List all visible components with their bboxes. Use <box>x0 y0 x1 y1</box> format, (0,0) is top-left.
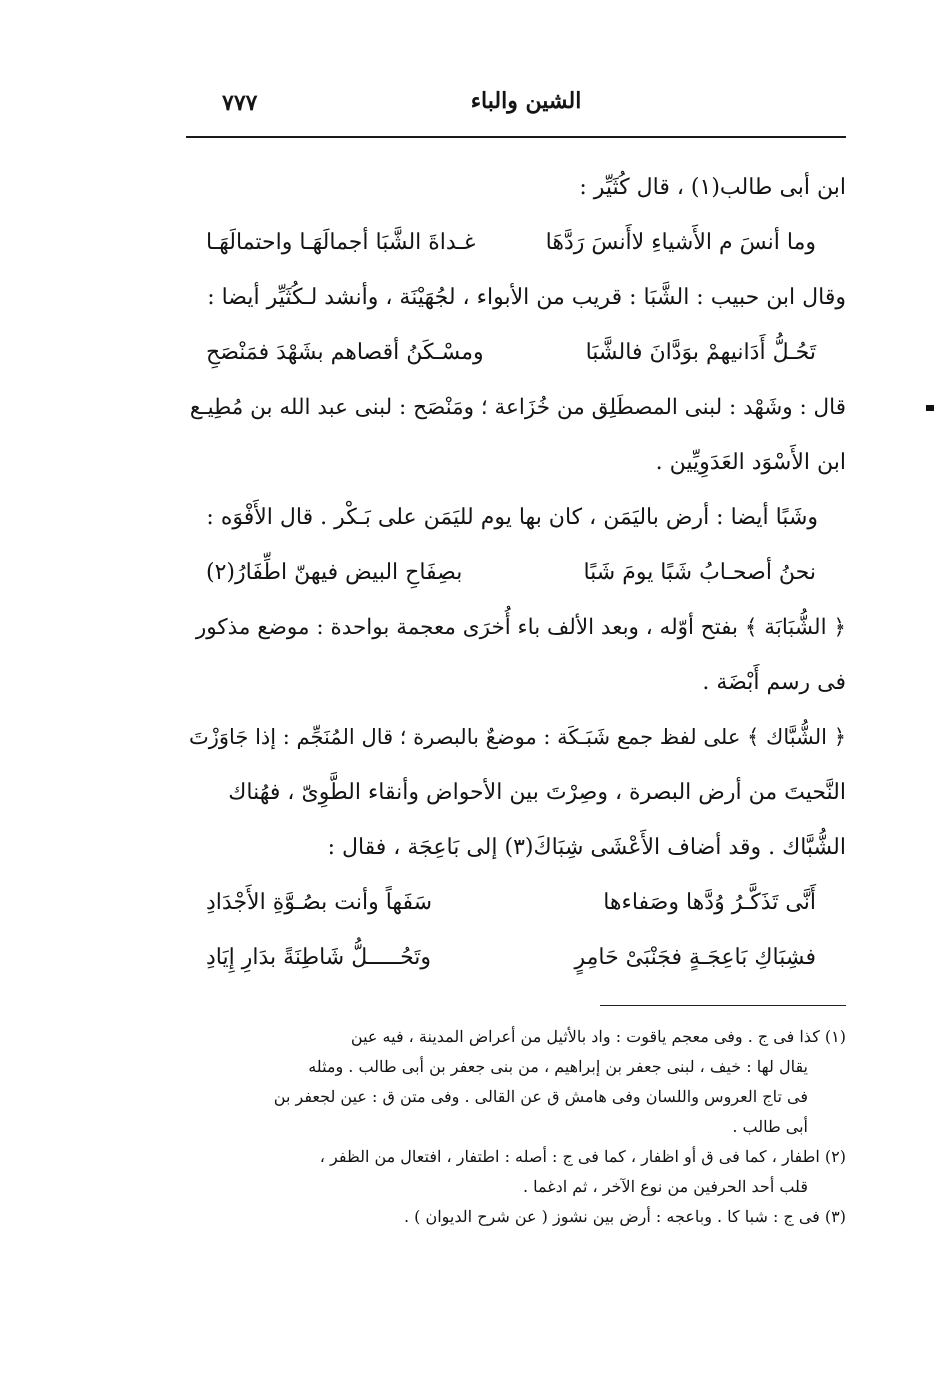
main-text <box>186 160 846 985</box>
footnote-3: (٣) فى ج : شبا كا . وباعجه : أرض بين نشوز ( عن شرح الديوان ) . <box>403 1207 846 1226</box>
text-line: النَّحيتَ من أرض البصرة ، وصِرْتَ بين الأحواض وأنقاء الطَّوِىّ ، فهُناك <box>228 780 846 805</box>
header-rule <box>186 136 846 138</box>
verse-second-hemistich: وتَحُـــــلُّ شَاطِنَةً بدَارِ إِيَادِ <box>206 945 432 970</box>
verse-second-hemistich: سَفَهاً وأنت بصُـوَّةِ الأَجْدَادِ <box>206 890 433 915</box>
footnote-1-continued: فى تاج العروس واللسان وفى هامش ق عن القالى . وفى متن ق : عين لجعفر بن <box>273 1087 808 1106</box>
entry-heading-line: ﴿ الشُّبَّاك ﴾ على لفظ جمع شَبَـكَة : موضعٌ بالبصرة ؛ قال المُنَجِّم : إذا جَاوَزْتَ <box>188 725 846 749</box>
footnote-1-continued: يقال لها : خيف ، لبنى جعفر بن إبراهيم ، من بنى جعفر بن أبى طالب . ومثله <box>308 1057 808 1076</box>
text-line: فى رسم أَبْضَة . <box>702 670 846 695</box>
verse-line <box>186 325 846 380</box>
text-line: وقال ابن حبيب : الشَّبَا : قريب من الأبواء ، لجُهَيْنَة ، وأنشد لـكُثَيِّر أيضا : <box>207 285 846 310</box>
footnote-1-continued: أبى طالب . <box>732 1117 808 1136</box>
page-number: ٧٧٧ <box>222 90 258 116</box>
verse-first-hemistich: وما أنسَ م الأَشياءِ لاأَنسَ رَدَّهَا <box>545 230 816 255</box>
text-line: وشَبًا أيضا : أرض باليَمَن ، كان بها يوم لليَمَن على بَـكْر . قال الأَفْوَه : <box>206 505 818 530</box>
verse-first-hemistich: فشِبَاكِ بَاعِجَـةٍ فجَنْبَىْ حَامِرٍ <box>574 945 816 970</box>
verse-line <box>186 215 846 270</box>
verse-second-hemistich: ومسْـكَنُ أقصاهم بشَهْدَ فمَنْصَحِ <box>206 340 484 365</box>
verse-second-hemistich: بصِفَاحِ البيض فيهنّ اطِّفَارُ(٢) <box>206 560 463 585</box>
page-header <box>186 86 846 134</box>
verse-line <box>186 930 846 985</box>
verse-first-hemistich: أَنَّى تَذَكَّـرُ وُدَّها وصَفاءها <box>603 890 816 915</box>
footnote-rule <box>600 1005 846 1006</box>
entry-heading-line: ﴿ الشُّبَابَة ﴾ بفتح أوّله ، وبعد الألف باء أُخرَى معجمة بواحدة : موضع مذكور <box>195 615 846 640</box>
section-title: الشين والباء <box>470 88 582 114</box>
verse-line <box>186 875 846 930</box>
footnote-2-continued: قلب أحد الحرفين من نوع الآخر ، ثم ادغما . <box>522 1177 808 1196</box>
verse-first-hemistich: نحنُ أصحـابُ شَبًا يومَ شَبًا <box>583 560 816 585</box>
footnote-1: (١) كذا فى ج . وفى معجم ياقوت : واد بالأثيل من أعراض المدينة ، فيه عين <box>350 1027 846 1046</box>
text-line: الشُّبَّاك . وقد أضاف الأَعْشَى شِبَاكَ(٣) إلى بَاعِجَة ، فقال : <box>327 835 846 860</box>
footnotes <box>186 1022 846 1232</box>
verse-first-hemistich: تَحُـلُّ أَدَانيهمْ بوَدَّانَ فالشَّبَا <box>585 340 816 365</box>
text-line: ابن أبى طالب(١) ، قال كُثَيِّر : <box>579 175 846 200</box>
text-line: قال : وشَهْد : لبنى المصطَلِق من خُزَاعة ؛ ومَنْصَح : لبنى عبد الله بن مُطِيـع <box>189 395 846 420</box>
verse-line <box>186 545 846 600</box>
margin-mark <box>926 405 934 411</box>
text-line: ابن الأَسْوَد العَدَوِيِّين . <box>655 450 846 475</box>
footnote-2: (٢) اطفار ، كما فى ق أو اظفار ، كما فى ج : أصله : اطتفار ، افتعال من الظفر ، <box>319 1147 846 1166</box>
verse-second-hemistich: غـداةَ الشَّبَا أجمالَهَـا واحتمالَهَـا <box>206 230 476 255</box>
